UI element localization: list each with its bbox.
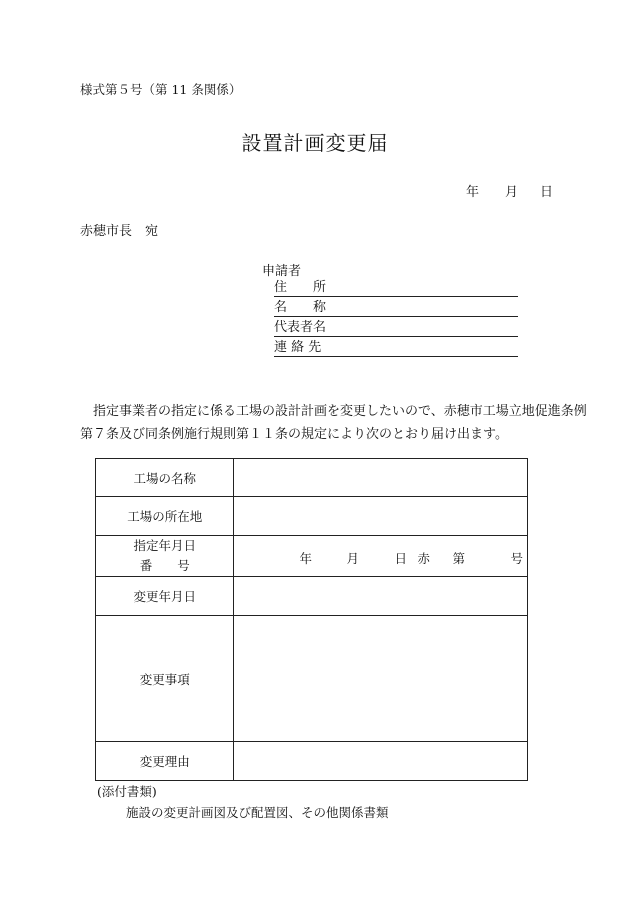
designation-month-label: 月: [346, 551, 359, 566]
table-row: [96, 497, 528, 536]
document-title: 設置計画変更届: [241, 131, 389, 155]
change-reason-input[interactable]: [234, 742, 528, 781]
factory-location-input[interactable]: [234, 497, 528, 536]
factory-name-label: 工場の名称: [96, 459, 234, 497]
designation-date-label-line1: 指定年月日: [133, 538, 196, 553]
applicant-name-field[interactable]: [274, 298, 518, 317]
designation-day-label: 日: [394, 551, 407, 566]
table-row: [96, 616, 528, 742]
designation-number-label-line2: 番 号: [139, 558, 190, 573]
designation-go-label: 号: [510, 551, 523, 566]
table-row: [96, 577, 528, 616]
designation-date-label: [96, 536, 234, 577]
change-date-input[interactable]: [234, 577, 528, 616]
applicant-representative-label: 代表者名: [274, 320, 327, 335]
designation-date-input[interactable]: [234, 536, 528, 577]
factory-name-input[interactable]: [234, 459, 528, 497]
designation-prefix-label: 赤: [417, 551, 430, 566]
applicant-representative-field[interactable]: [274, 318, 518, 337]
change-items-input[interactable]: [234, 616, 528, 742]
date-day-label: 日: [540, 185, 554, 200]
date-month-label: 月: [505, 185, 519, 200]
date-year-label: 年: [466, 185, 480, 200]
change-items-label: 変更事項: [96, 616, 234, 742]
notification-table: [95, 458, 528, 781]
table-row: [96, 536, 528, 577]
table-row: [96, 742, 528, 781]
applicant-name-label: 名 称: [274, 300, 327, 315]
applicant-address-label: 住 所: [274, 280, 327, 295]
body-line-2: 第７条及び同条例施行規則第１１条の規定により次のとおり届け出ます。: [80, 427, 508, 442]
designation-dai-label: 第: [452, 551, 465, 566]
change-reason-label: 変更理由: [96, 742, 234, 781]
change-date-label: 変更年月日: [96, 577, 234, 616]
applicant-label: 申請者: [262, 264, 302, 279]
attachments-label: (添付書類): [97, 784, 157, 799]
form-number: 様式第５号（第 11 条関係）: [80, 82, 242, 97]
designation-year-label: 年: [299, 551, 312, 566]
body-paragraph: [80, 400, 587, 446]
factory-location-label: 工場の所在地: [96, 497, 234, 536]
applicant-contact-field[interactable]: [274, 338, 518, 357]
addressee: 赤穂市長 宛: [80, 224, 159, 239]
attachments-text: 施設の変更計画図及び配置図、その他関係書類: [126, 805, 389, 820]
body-line-1: 指定事業者の指定に係る工場の設計計画を変更したいので、赤穂市工場立地促進条例: [93, 404, 587, 419]
table-row: [96, 459, 528, 497]
applicant-contact-label: 連 絡 先: [274, 340, 322, 355]
applicant-address-field[interactable]: [274, 278, 518, 297]
